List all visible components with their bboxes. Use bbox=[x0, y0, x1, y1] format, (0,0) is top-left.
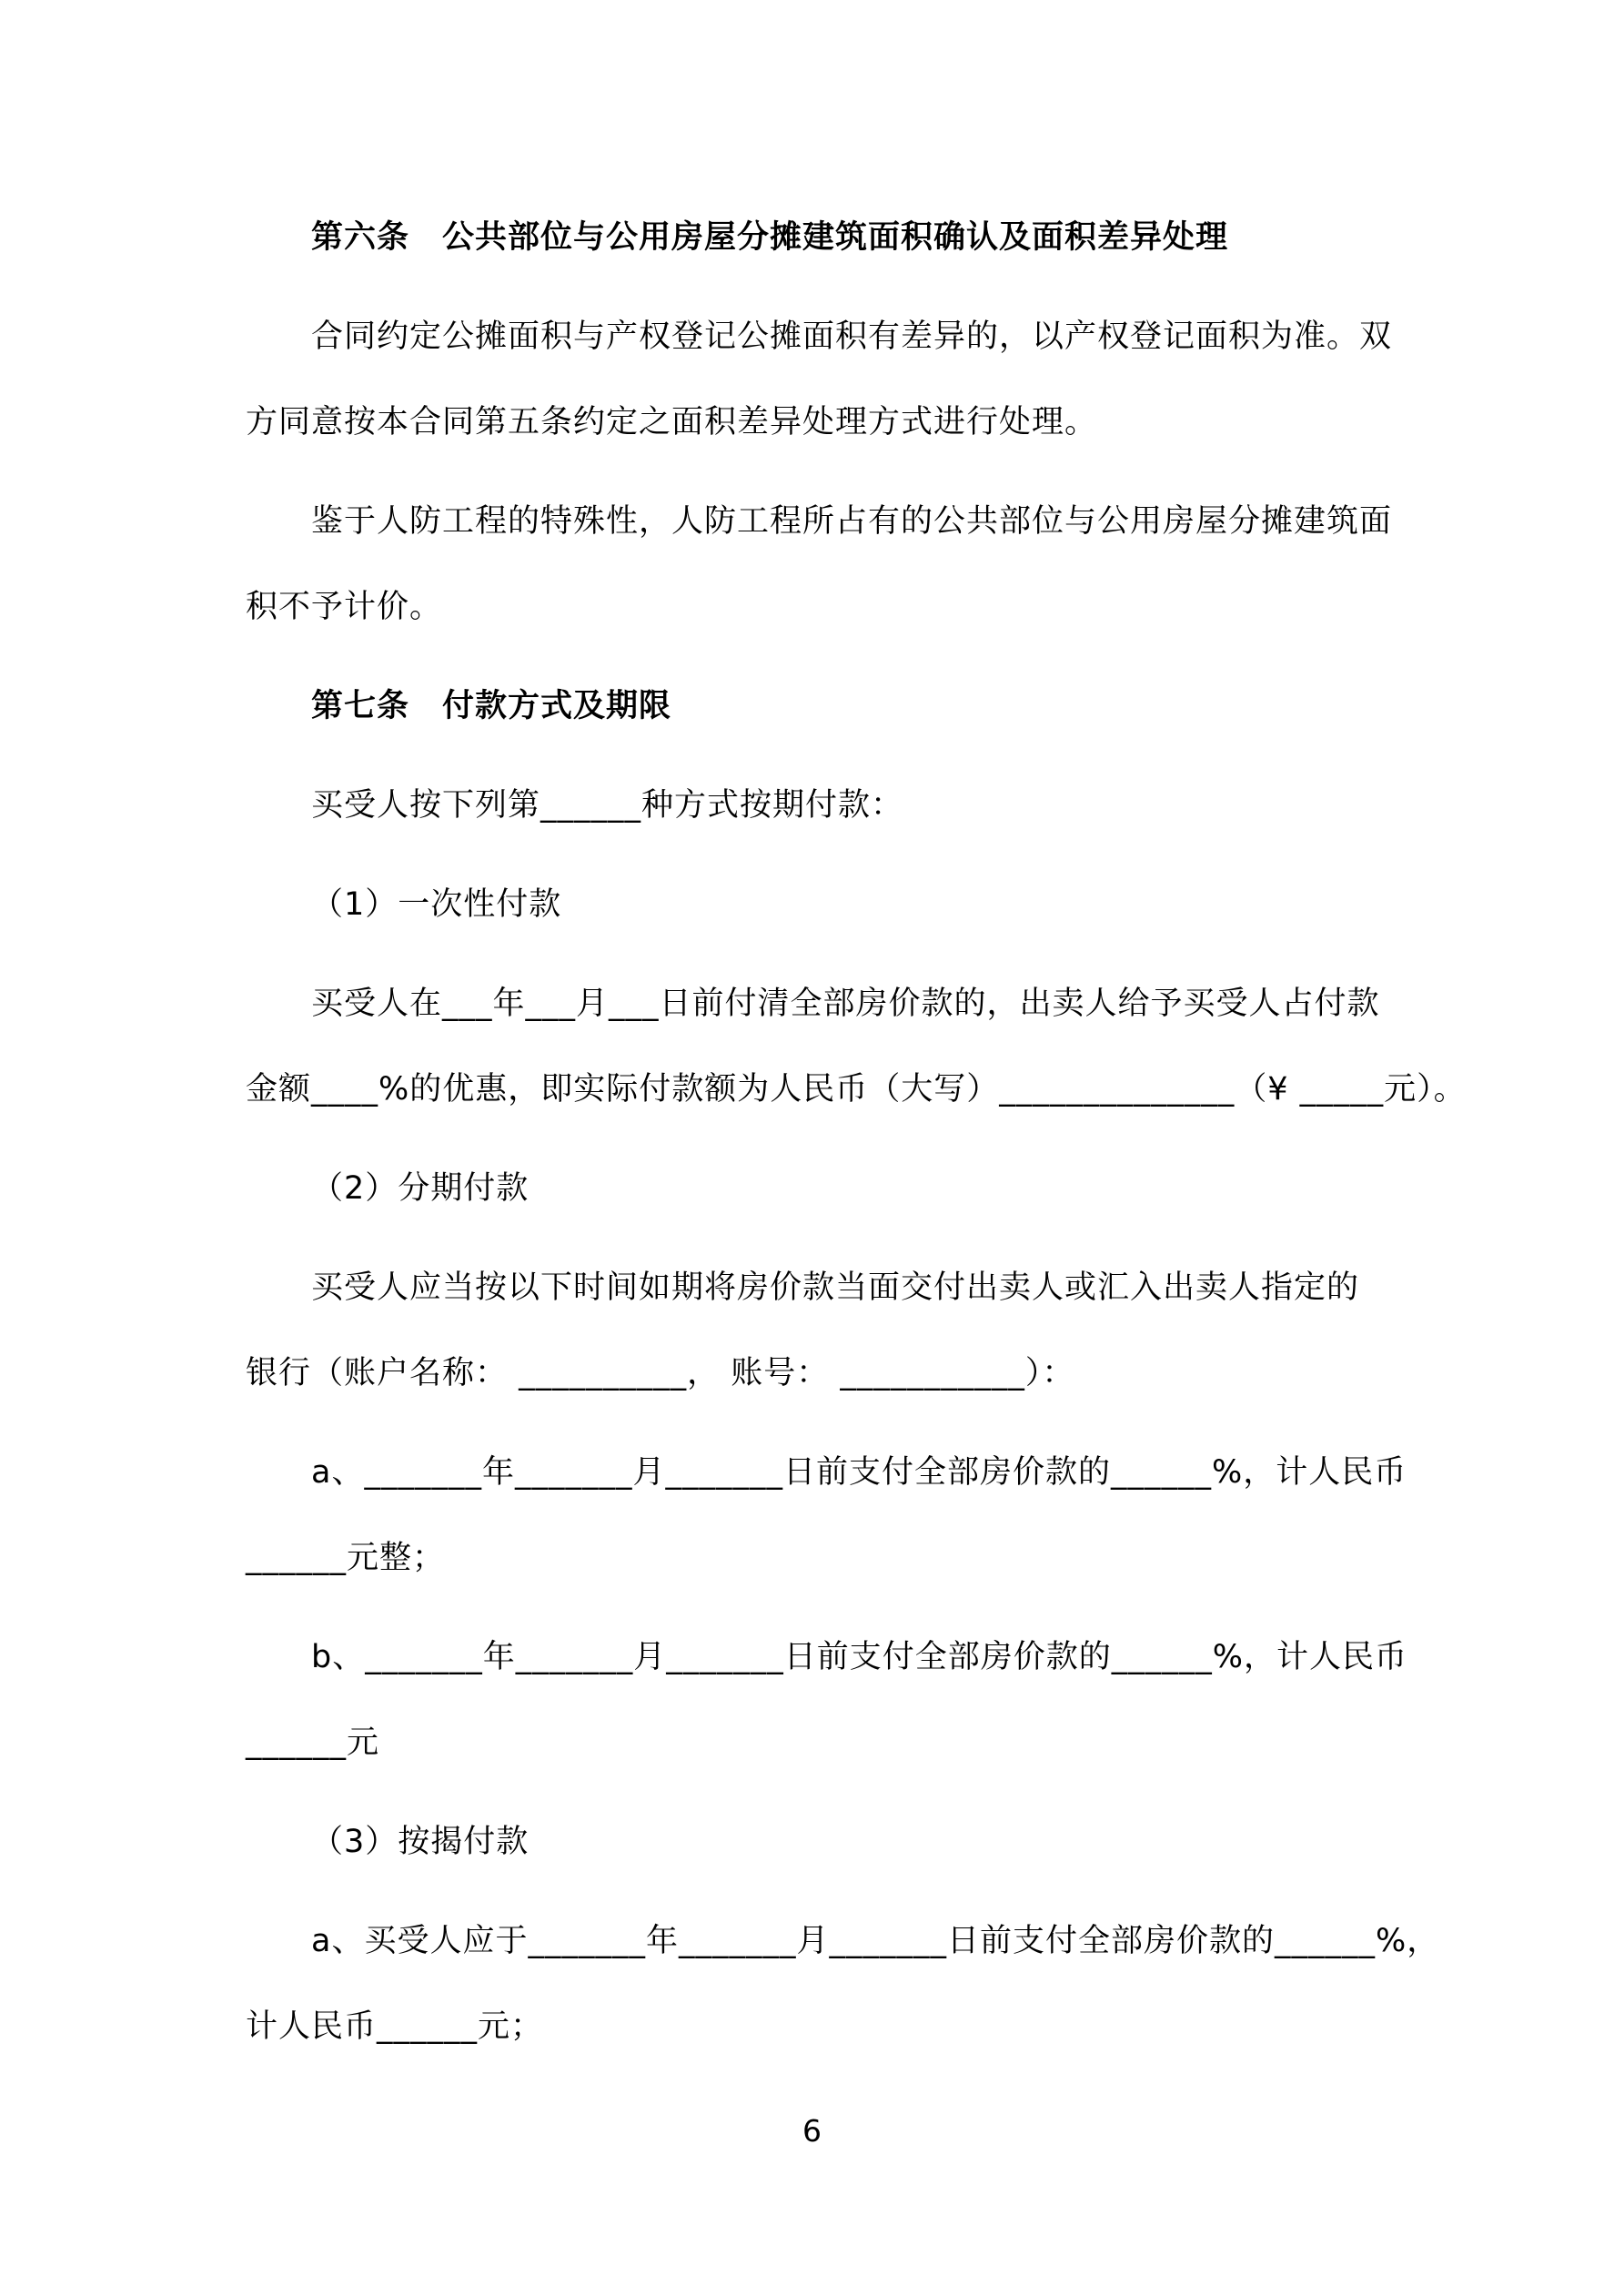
lump-sum-terms-line-2: 金额____%的优惠，即实际付款额为人民币（大写）______________（¥ _____元）。 bbox=[246, 1071, 1467, 1108]
lump-sum-terms-line-1: 买受人在___年___月___日前付清全部房价款的，出卖人给予买受人占付款 bbox=[311, 986, 1380, 1022]
installment-item-b-line-1: b、_______年_______月_______日前支付全部房价款的______%，计人民币 bbox=[311, 1639, 1407, 1675]
installment-terms-line-1: 买受人应当按以下时间如期将房价款当面交付出卖人或汇入出卖人指定的 bbox=[311, 1269, 1360, 1306]
installment-terms-line-2: 银行（账户名称： __________， 账号： ___________）： bbox=[246, 1355, 1075, 1391]
civil-defense-clause-line-1: 鉴于人防工程的特殊性，人防工程所占有的公共部位与公用房屋分摊建筑面 bbox=[311, 503, 1393, 540]
section-seven-heading: 第七条 付款方式及期限 bbox=[311, 688, 672, 724]
shared-area-clause-line-2: 方同意按本合同第五条约定之面积差异处理方式进行处理。 bbox=[246, 404, 1098, 440]
shared-area-clause-line-1: 合同约定公摊面积与产权登记公摊面积有差异的，以产权登记面积为准。双 bbox=[311, 319, 1393, 355]
option-3-mortgage-heading: （3）按揭付款 bbox=[311, 1824, 530, 1860]
installment-item-b-line-2: ______元 bbox=[246, 1725, 380, 1761]
installment-item-a-line-1: a、_______年_______月_______日前支付全部房价款的______%，计人民币 bbox=[311, 1454, 1407, 1491]
section-six-heading: 第六条 公共部位与公用房屋分摊建筑面积确认及面积差异处理 bbox=[311, 219, 1229, 256]
mortgage-item-a-line-1: a、买受人应于_______年_______月_______日前支付全部房价款的______%， bbox=[311, 1923, 1440, 1959]
payment-method-selection-line: 买受人按下列第______种方式按期付款： bbox=[311, 787, 904, 824]
installment-item-a-line-2: ______元整； bbox=[246, 1540, 446, 1576]
page-number: 6 bbox=[802, 2113, 822, 2149]
civil-defense-clause-line-2: 积不予计价。 bbox=[246, 589, 443, 625]
option-1-lump-sum-heading: （1）一次性付款 bbox=[311, 886, 562, 923]
mortgage-item-a-line-2: 计人民币______元； bbox=[246, 2008, 544, 2045]
document-body bbox=[246, 195, 1467, 2069]
option-2-installment-heading: （2）分期付款 bbox=[311, 1170, 530, 1207]
